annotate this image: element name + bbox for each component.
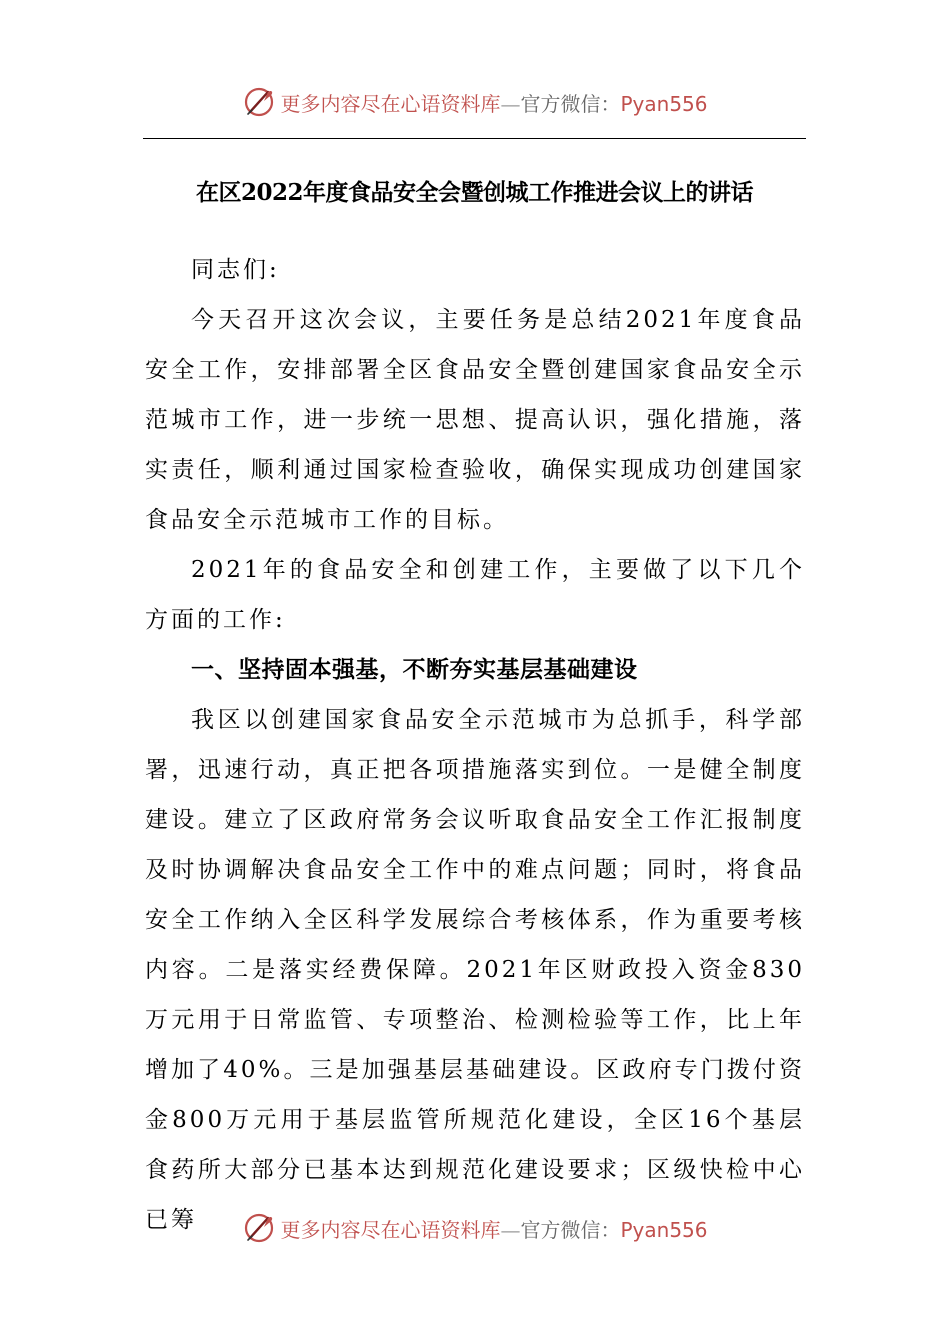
watermark-text xyxy=(280,1214,707,1243)
watermark-text xyxy=(280,88,707,117)
salutation: 同志们: xyxy=(191,257,280,283)
watermark-brand: 更多内容尽在心语资料库 xyxy=(280,1217,501,1242)
paragraph-summary-lead: 2021年的食品安全和创建工作，主要做了以下几个方面的工作: xyxy=(145,557,805,633)
section-heading: 一、坚持固本强基，不断夯实基层基础建设 xyxy=(191,657,638,683)
section-paragraph: 我区以创建国家食品安全示范城市为总抓手，科学部署，迅速行动，真正把各项措施落实到位。一是健全制度建设。建立了区政府常务会议听取食品安全工作汇报制度及时协调解决食品安全工作中的难点问题；同时，将食品安全工作纳入全区科学发展综合考核体系，作为重要考核内容。二是落实经费保障。2021年区财政投入资金830万元用于日常监管、专项整治、检测检验等工作，比上年增加了40%。三是加强基层基础建设。区政府专门拨付资金800万元用于基层监管所规范化建设，全区16个基层食药所大部分已基本达到规范化建设要求；区级快检中心已筹 xyxy=(145,707,805,1233)
paragraph-intro: 今天召开这次会议，主要任务是总结2021年度食品安全工作，安排部署全区食品安全暨创建国家食品安全示范城市工作，进一步统一思想、提高认识，强化措施，落实责任，顺利通过国家检查验收，确保实现成功创建国家食品安全示范城市工作的目标。 xyxy=(145,307,805,533)
watermark-dash: — xyxy=(500,91,521,116)
watermark-dash: — xyxy=(500,1217,521,1242)
header-watermark xyxy=(0,82,950,122)
quill-pen-circle-icon xyxy=(242,1211,276,1245)
watermark-official-label: 官方微信： xyxy=(520,1217,621,1242)
watermark-wechat-id: Pyan556 xyxy=(620,1217,708,1242)
document-body xyxy=(145,245,805,1245)
watermark-brand: 更多内容尽在心语资料库 xyxy=(280,91,501,116)
watermark-wechat-id: Pyan556 xyxy=(620,91,708,116)
quill-pen-circle-icon xyxy=(242,85,276,119)
document-title: 在区2022年度食品安全会暨创城工作推进会议上的讲话 xyxy=(195,179,753,206)
footer-watermark xyxy=(0,1208,950,1248)
header-divider xyxy=(143,138,806,139)
watermark-official-label: 官方微信： xyxy=(520,91,621,116)
